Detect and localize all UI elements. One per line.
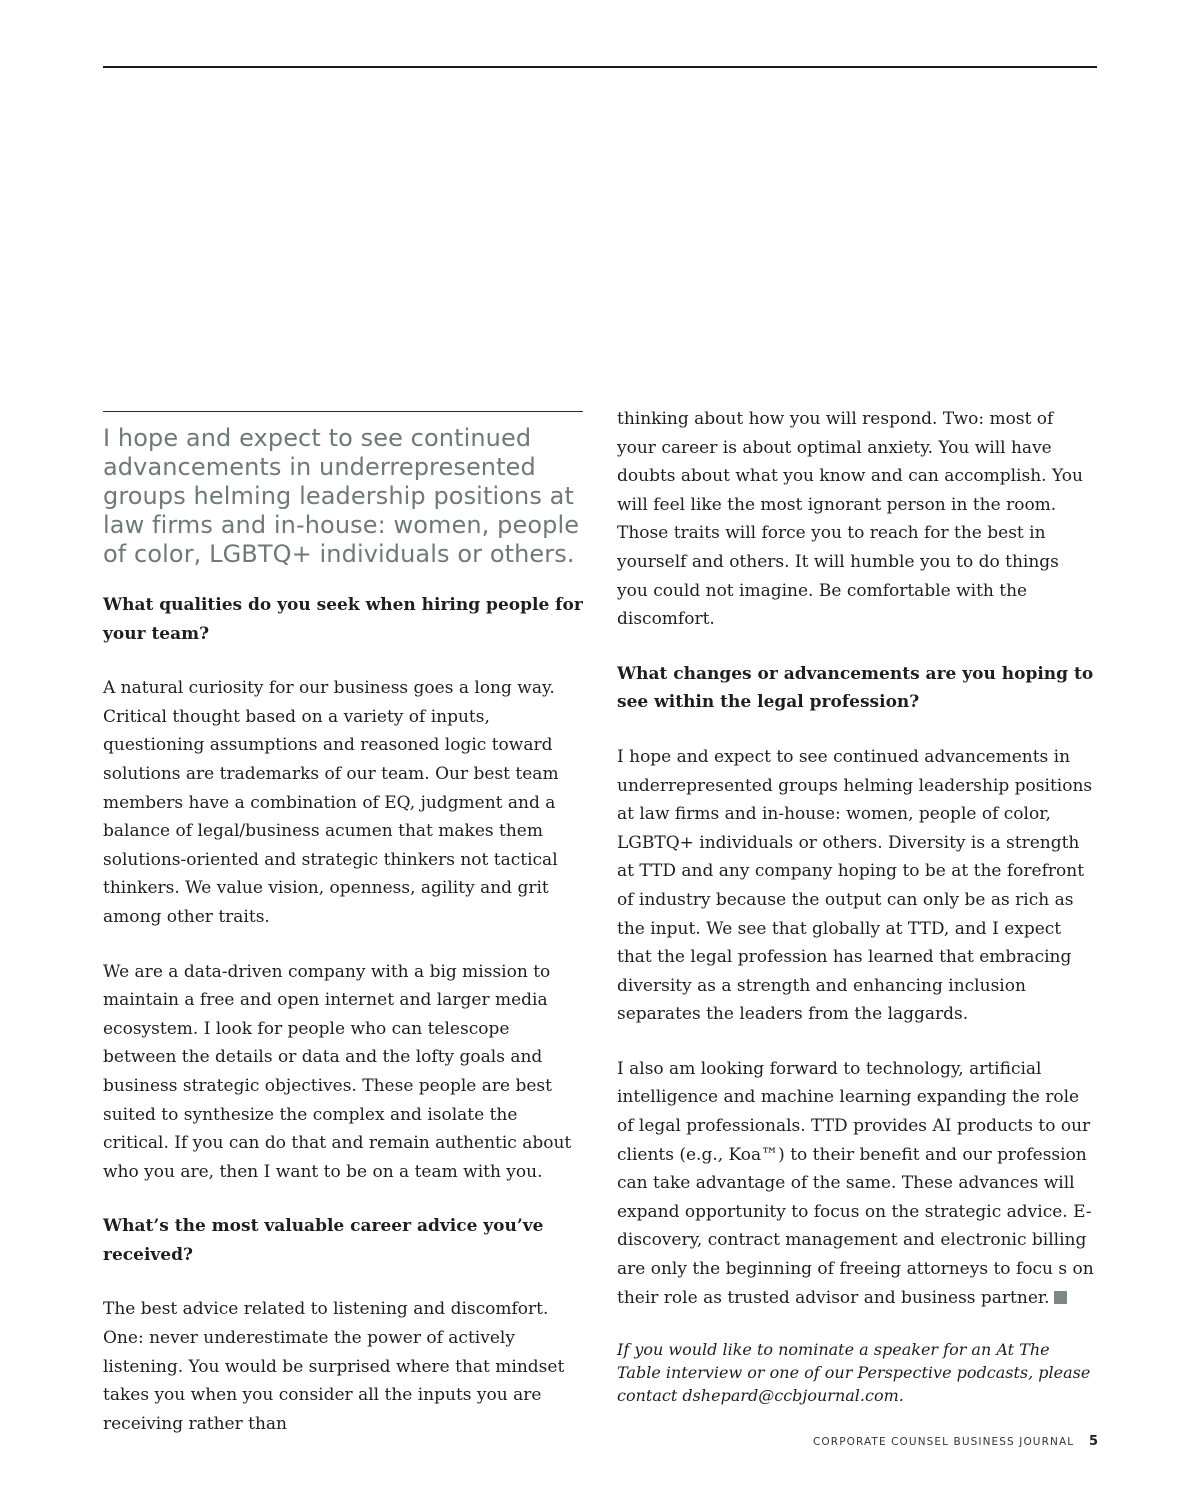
answer-paragraph: thinking about how you will respond. Two: most of your career is about optimal anxiety. You will have doubts about what you know and can accomplish. You will feel like the most ignorant person in the room. Those traits will force you to reach for the best in yourself and others. It will humble you to do things you could not imagine. Be comfortable with the discomfort. [617, 409, 1083, 630]
question-legal-changes: What changes or advancements are you hoping to see within the legal profession? [617, 663, 1094, 713]
top-rule [103, 66, 1097, 68]
question-career-advice: What’s the most valuable career advice you’ve received? [103, 1216, 544, 1265]
page-number: 5 [1089, 1434, 1099, 1449]
answer-paragraph: A natural curiosity for our business goes a long way. Critical thought based on a variety of inputs, questioning assumptions and reasoned logic toward solutions are trademarks of our team. Our best team members have a combination of EQ, judgment and a balance of legal/business acumen that makes them solutions-oriented and strategic thinkers not tactical thinkers. We value vision, openness, agility and grit among other traits. [103, 678, 559, 927]
question-hiring-qualities: What qualities do you seek when hiring people for your team? [103, 595, 583, 644]
pullquote-rule [103, 411, 583, 412]
publication-name: CORPORATE COUNSEL BUSINESS JOURNAL [813, 1436, 1075, 1448]
right-column [617, 405, 1095, 1407]
answer-text: I also am looking forward to technology, artificial intelligence and machine learning expanding the role of legal professionals. TTD provides AI products to our clients (e.g., Koa™) to their benefit and our profession can take advantage of the same. These advances will expand opportunity to focus on the strategic advice. E-discovery, contract management and electronic billing are only the beginning of freeing attorneys to focu s on their role as trusted advisor and business partner. [617, 1058, 1094, 1308]
answer-paragraph: I hope and expect to see continued advancements in underrepresented groups helming leadership positions at law firms and in-house: women, people of color, LGBTQ+ individuals or others. Diversity is a strength at TTD and any company hoping to be at the forefront of industry because the output can only be as rich as the input. We see that globally at TTD, and I expect that the legal profession has learned that embracing diversity as a strength and enhancing inclusion separates the leaders from the laggards. [617, 746, 1093, 1025]
answer-paragraph: We are a data-driven company with a big mission to maintain a free and open internet and larger media ecosystem. I look for people who can telescope between the details or data and the lofty goals and business strategic objectives. These people are best suited to synthesize the complex and isolate the critical. If you can do that and remain authentic about who you are, then I want to be on a team with you. [103, 961, 572, 1182]
left-column [103, 411, 588, 1464]
contact-note: If you would like to nominate a speaker for an At The Table interview or one of our Perspective podcasts, please contact dshepard@ccbjournal.com. [617, 1340, 1091, 1406]
pullquote: I hope and expect to see continued advancements in underrepresented groups helming leadership positions at law firms and in-house: women, people of color, LGBTQ+ individuals or others. [103, 424, 580, 568]
end-mark-icon [1054, 1291, 1067, 1304]
answer-paragraph: The best advice related to listening and discomfort. One: never underestimate the power of actively listening. You would be surprised where that mindset takes you when you consider all the inputs you are receiving rather than [103, 1299, 565, 1434]
answer-paragraph-final [617, 1055, 1095, 1312]
